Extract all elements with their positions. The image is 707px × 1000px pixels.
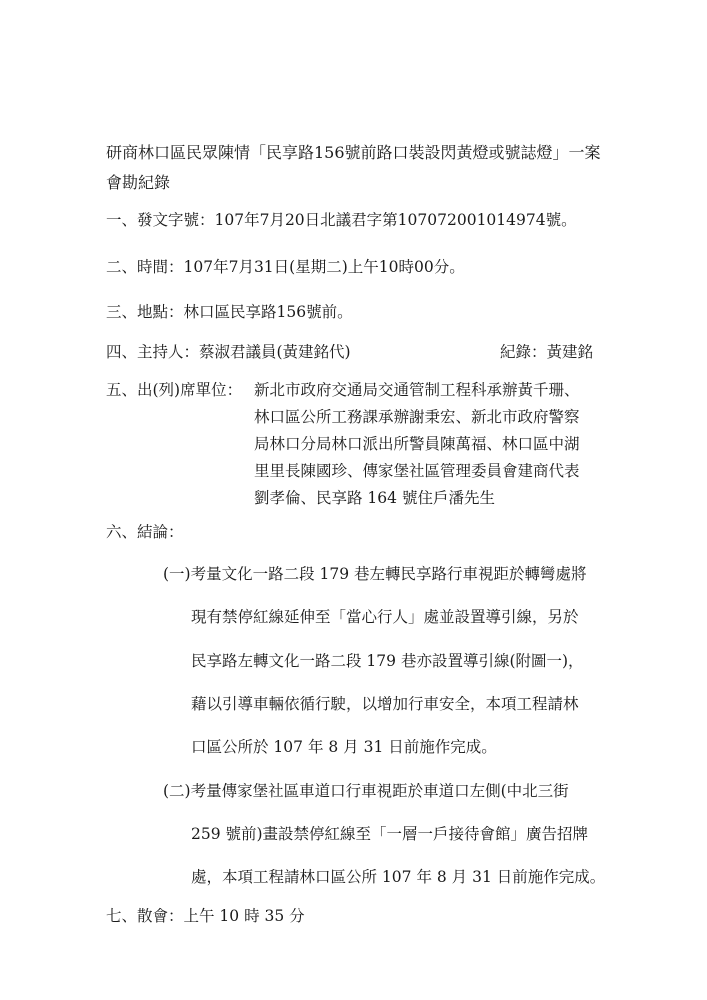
attendees-label: 五、出(列)席單位： bbox=[106, 381, 243, 399]
attendees-line: 新北市政府交通局交通管制工程科承辦黃千珊、 bbox=[254, 381, 580, 399]
attendees-line: 里里長陳國珍、傳家堡社區管理委員會建商代表 bbox=[254, 462, 580, 480]
attendees-line: 劉孝倫、民享路 164 號住戶潘先生 bbox=[254, 489, 495, 507]
document-title: 研商林口區民眾陳情「民享路156號前路口裝設閃黃燈或號誌燈」一案會勘紀錄 bbox=[106, 143, 601, 192]
conclusion-1-line: (一)考量文化一路二段 179 巷左轉民享路行車視距於轉彎處將 bbox=[163, 565, 587, 583]
item-time: 二、時間：107年7月31日(星期二)上午10時00分。 bbox=[106, 258, 465, 276]
attendees-line: 林口區公所工務課承辦謝秉宏、新北市政府警察 bbox=[254, 408, 580, 426]
conclusion-1-line: 現有禁停紅線延伸至「當心行人」處並設置導引線，另於 bbox=[191, 608, 579, 626]
conclusion-2-line: 處，本項工程請林口區公所 107 年 8 月 31 日前施作完成。 bbox=[191, 868, 606, 886]
item-location: 三、地點：林口區民享路156號前。 bbox=[106, 303, 353, 321]
conclusion-label: 六、結論： bbox=[106, 523, 184, 541]
conclusion-1-line: 藉以引導車輛依循行駛，以增加行車安全，本項工程請林 bbox=[191, 695, 579, 713]
conclusion-2-line: 259 號前)畫設禁停紅線至「一層一戶接待會館」廣告招牌 bbox=[191, 825, 589, 843]
item-host: 四、主持人：蔡淑君議員(黃建銘代) bbox=[106, 343, 351, 361]
item-doc-number: 一、發文字號：107年7月20日北議君字第107072001014974號。 bbox=[106, 211, 577, 229]
attendees-line: 局林口分局林口派出所警員陳萬福、林口區中湖 bbox=[254, 435, 580, 453]
conclusion-2-line: (二)考量傳家堡社區車道口行車視距於車道口左側(中北三街 bbox=[163, 782, 569, 800]
conclusion-1-line: 民享路左轉文化一路二段 179 巷亦設置導引線(附圖一)， bbox=[191, 652, 584, 670]
item-adjourn: 七、散會：上午 10 時 35 分 bbox=[106, 907, 305, 925]
item-recorder: 紀錄：黃建銘 bbox=[500, 343, 594, 361]
conclusion-1-line: 口區公所於 107 年 8 月 31 日前施作完成。 bbox=[191, 738, 497, 756]
